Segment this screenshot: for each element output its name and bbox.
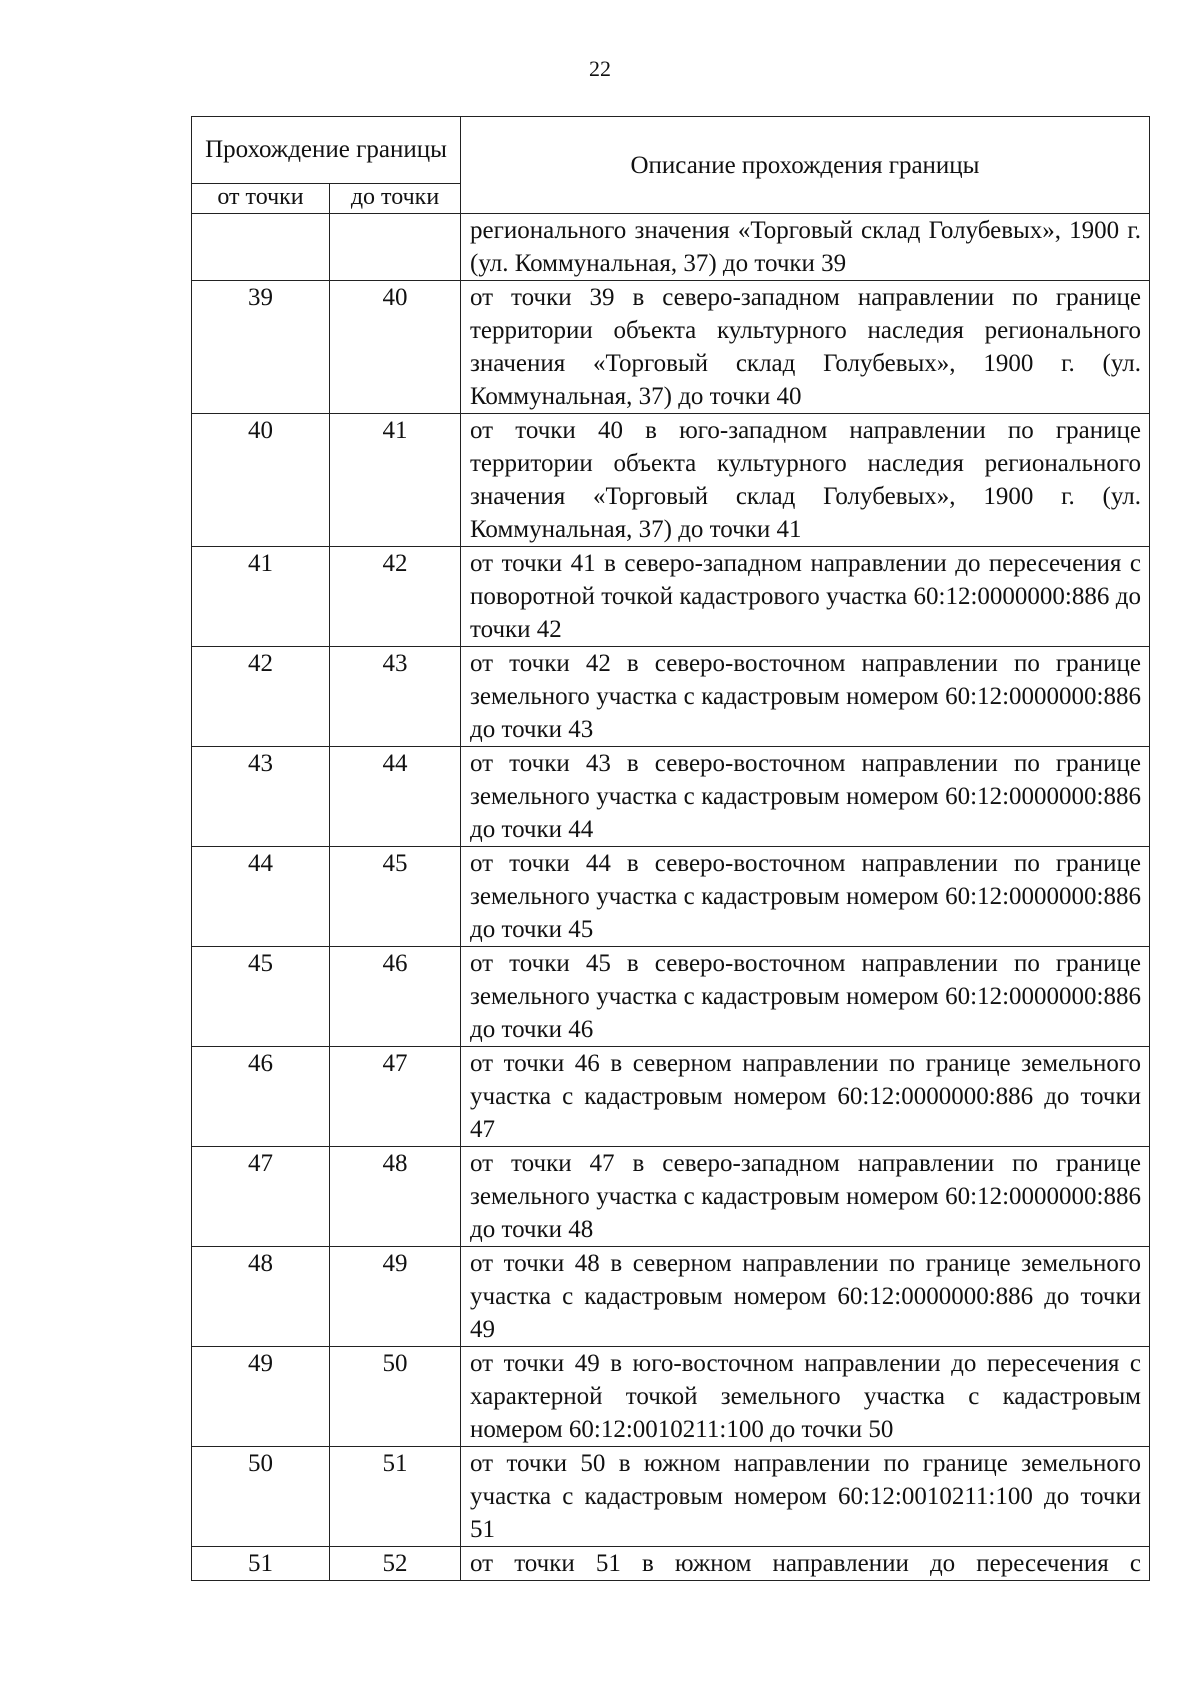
- table-row: [192, 647, 1150, 747]
- from-point-cell: 50: [192, 1447, 330, 1547]
- table-row: [192, 281, 1150, 414]
- to-point-cell: 41: [330, 414, 461, 547]
- to-point-cell: 50: [330, 1347, 461, 1447]
- from-point-cell: 43: [192, 747, 330, 847]
- from-point-cell: 45: [192, 947, 330, 1047]
- to-point-cell: 40: [330, 281, 461, 414]
- description-cell: от точки 51 в южном направлении до пересечения с: [461, 1547, 1150, 1581]
- from-point-cell: 41: [192, 547, 330, 647]
- description-cell: от точки 49 в юго-восточном направлении до пересечения с характерной точкой земельного участка с кадастровым номером 60:12:0010211:100 до точки 50: [461, 1347, 1150, 1447]
- description-cell: от точки 50 в южном направлении по границе земельного участка с кадастровым номером 60:12:0010211:100 до точки 51: [461, 1447, 1150, 1547]
- header-description: Описание прохождения границы: [461, 117, 1150, 214]
- from-point-cell: 42: [192, 647, 330, 747]
- table-row: [192, 1447, 1150, 1547]
- header-from-point: от точки: [192, 184, 330, 214]
- to-point-cell: 42: [330, 547, 461, 647]
- description-cell: от точки 45 в северо-восточном направлении по границе земельного участка с кадастровым номером 60:12:0000000:886 до точки 46: [461, 947, 1150, 1047]
- description-cell: от точки 42 в северо-восточном направлении по границе земельного участка с кадастровым номером 60:12:0000000:886 до точки 43: [461, 647, 1150, 747]
- from-point-cell: 46: [192, 1047, 330, 1147]
- description-cell: от точки 47 в северо-западном направлении по границе земельного участка с кадастровым номером 60:12:0000000:886 до точки 48: [461, 1147, 1150, 1247]
- page-number: 22: [589, 56, 611, 81]
- table-row: [192, 547, 1150, 647]
- table-row: [192, 1347, 1150, 1447]
- table-row: [192, 1047, 1150, 1147]
- to-point-cell: 44: [330, 747, 461, 847]
- from-point-cell: 44: [192, 847, 330, 947]
- to-point-cell: 49: [330, 1247, 461, 1347]
- description-cell: от точки 44 в северо-восточном направлении по границе земельного участка с кадастровым номером 60:12:0000000:886 до точки 45: [461, 847, 1150, 947]
- table-row: [192, 747, 1150, 847]
- to-point-cell: 48: [330, 1147, 461, 1247]
- table-row: [192, 1547, 1150, 1581]
- header-to-point: до точки: [330, 184, 461, 214]
- table-row: [192, 1247, 1150, 1347]
- to-point-cell: 47: [330, 1047, 461, 1147]
- table-row: [192, 414, 1150, 547]
- from-point-cell: 51: [192, 1547, 330, 1581]
- description-cell: от точки 43 в северо-восточном направлении по границе земельного участка с кадастровым номером 60:12:0000000:886 до точки 44: [461, 747, 1150, 847]
- from-point-cell: 49: [192, 1347, 330, 1447]
- to-point-cell: [330, 214, 461, 281]
- table-row: [192, 1147, 1150, 1247]
- boundary-table: [191, 116, 1150, 1581]
- description-cell: от точки 41 в северо-западном направлении до пересечения с поворотной точкой кадастрового участка 60:12:0000000:886 до точки 42: [461, 547, 1150, 647]
- description-cell: от точки 48 в северном направлении по границе земельного участка с кадастровым номером 60:12:0000000:886 до точки 49: [461, 1247, 1150, 1347]
- from-point-cell: [192, 214, 330, 281]
- description-cell: регионального значения «Торговый склад Голубевых», 1900 г. (ул. Коммунальная, 37) до точки 39: [461, 214, 1150, 281]
- from-point-cell: 40: [192, 414, 330, 547]
- to-point-cell: 43: [330, 647, 461, 747]
- table-row: [192, 947, 1150, 1047]
- description-cell: от точки 46 в северном направлении по границе земельного участка с кадастровым номером 60:12:0000000:886 до точки 47: [461, 1047, 1150, 1147]
- table-row: [192, 214, 1150, 281]
- to-point-cell: 51: [330, 1447, 461, 1547]
- header-boundary-passage: Прохождение границы: [192, 117, 461, 184]
- from-point-cell: 39: [192, 281, 330, 414]
- from-point-cell: 47: [192, 1147, 330, 1247]
- from-point-cell: 48: [192, 1247, 330, 1347]
- to-point-cell: 45: [330, 847, 461, 947]
- description-cell: от точки 39 в северо-западном направлении по границе территории объекта культурного наследия регионального значения «Торговый склад Голубевых», 1900 г. (ул. Коммунальная, 37) до точки 40: [461, 281, 1150, 414]
- table-row: [192, 847, 1150, 947]
- description-cell: от точки 40 в юго-западном направлении по границе территории объекта культурного наследия регионального значения «Торговый склад Голубевых», 1900 г. (ул. Коммунальная, 37) до точки 41: [461, 414, 1150, 547]
- to-point-cell: 46: [330, 947, 461, 1047]
- to-point-cell: 52: [330, 1547, 461, 1581]
